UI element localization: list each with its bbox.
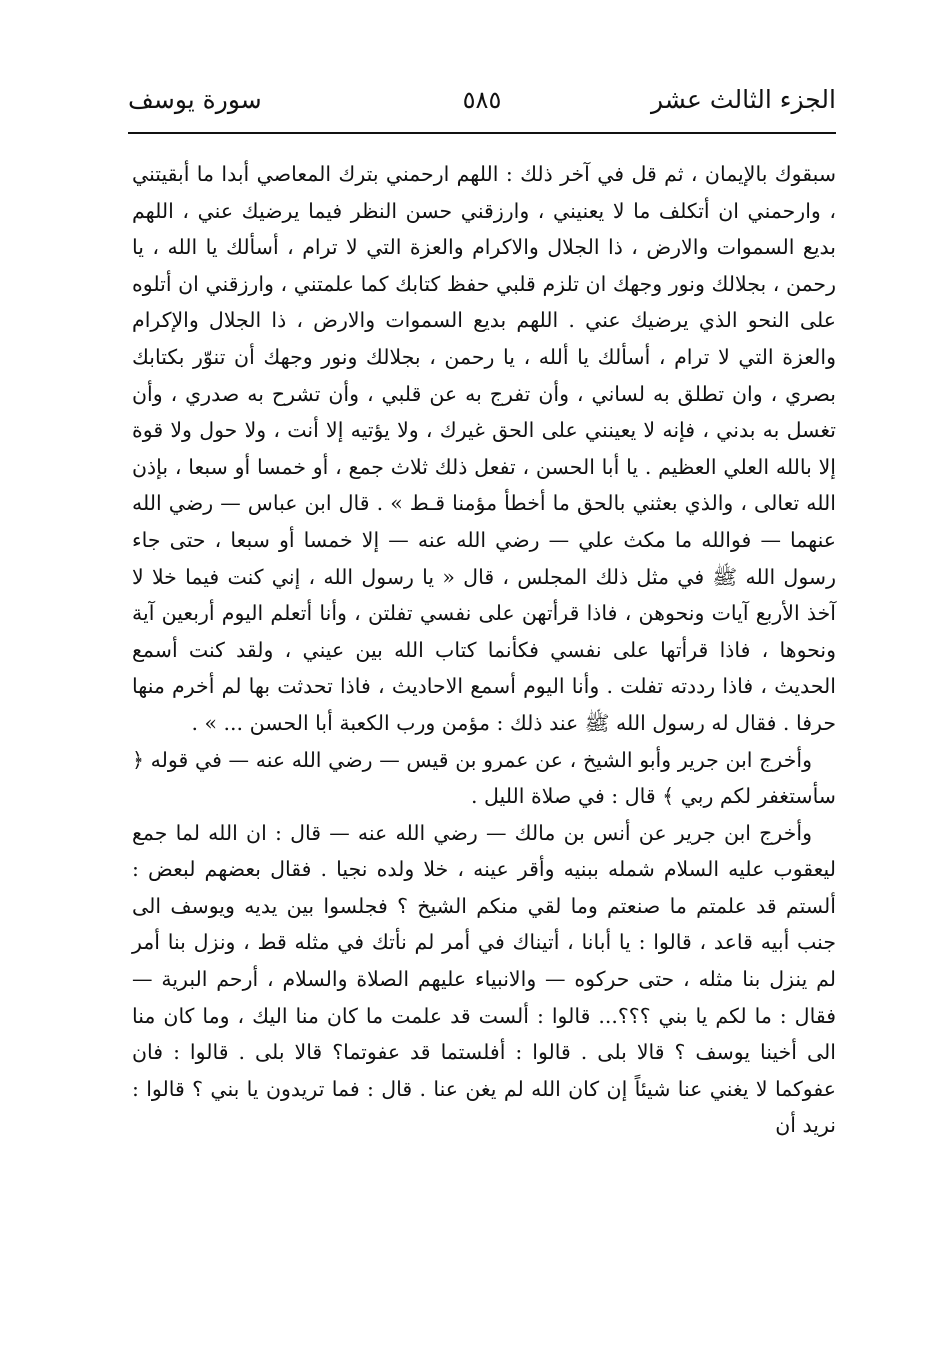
paragraph-3: وأخرج ابن جرير عن أنس بن مالك — رضي الله عنه — قال : ان الله لما جمع ليعقوب عليه السلام شمله ببنيه وأقر عينه ، خلا ولده نجيا . فقال بعضهم لبعض : ألستم قد علمتم ما صنعتم وما لقي منكم الشيخ ؟ فجلسوا بين يديه ويوسف الى جنب أبيه قاعد ، قالوا : يا أبانا ، أتيناك في أمر لم نأتك في مثله قط ، ونزل بنا أمر لم ينزل بنا مثله ، حتى حركوه — والانبياء عليهم الصلاة والسلام ، أرحم البرية — فقال : ما لكم يا بني ؟؟؟... قالوا : ألست قد علمت ما كان منا اليك ، وما كان منا الى أخينا يوسف ؟ قالا بلى . قالوا : أفلستما قد عفوتما؟ قالا بلى . قالوا : فان عفوكما لا يغني عنا شيئاً إن كان الله لم يغن عنا . قال : فما تريدون يا بني ؟ قالوا : نريد أن [132, 820, 836, 1138]
paragraph-1: سبقوك بالإيمان ، ثم قل في آخر ذلك : اللهم ارحمني بترك المعاصي أبدا ما أبقيتني ، وارحمني ان أتكلف ما لا يعنيني ، وارزقني حسن النظر فيما يرضيك عني ، اللهم بديع السموات والارض ، ذا الجلال والاكرام والعزة التي لا ترام ، أسألك يا الله ، يا رحمن ، بجلالك ونور وجهك ان تلزم قلبي حفظ كتابك كما علمتني ، وارزقني ان أتلوه على النحو الذي يرضيك عني . اللهم بديع السموات والارض ، ذا الجلال والإكرام والعزة التي لا ترام ، أسألك يا ألله ، يا رحمن ، بجلالك ونور وجهك أن تنوّر بكتابك بصري ، وان تطلق به لساني ، وأن تفرج به عن قلبي ، وأن تشرح به صدري ، وأن تغسل به بدني ، فإنه لا يعينني على الحق غيرك ، ولا يؤتيه إلا أنت ، ولا حول ولا قوة إلا بالله العلي العظيم . يا أبا الحسن ، تفعل ذلك ثلاث جمع ، أو خمسا أو سبعا ، بإذن الله تعالى ، والذي بعثني بالحق ما أخطأ مؤمنا قـط » . قال ابن عباس — رضي الله عنهما — فوالله ما مكث علي — رضي الله عنه — إلا خمسا أو سبعا ، حتى جاء رسول الله ﷺ في مثل ذلك المجلس ، قال « يا رسول الله ، إني كنت فيما خلا لا آخذ الأربع آيات ونحوهن ، فاذا قرأتهن على نفسي تفلتن ، وأنا أتعلم اليوم أربعين آية ونحوها ، فاذا قرأتها على نفسي فكأنما كتاب الله بين عيني ، ولقد كنت أسمع الحديث ، فاذا رددته تفلت . وأنا اليوم أسمع الاحاديث ، فاذا تحدثت بها لم أخرم منها حرفا . فقال له رسول الله ﷺ عند ذلك : مؤمن ورب الكعبة أبا الحسن ... » . [132, 162, 836, 735]
header-rule [128, 132, 836, 134]
page-header [128, 78, 836, 122]
paragraph-2: وأخرج ابن جرير وأبو الشيخ ، عن عمرو بن قيس — رضي الله عنه — في قوله ﴿ سأستغفر لكم ربي ﴾ قال : في صلاة الليل . [132, 747, 836, 809]
page-number: ٥٨٥ [462, 86, 502, 114]
surah-title: سورة يوسف [128, 85, 262, 114]
part-title: الجزء الثالث عشر [650, 85, 836, 114]
page-body [132, 156, 836, 1144]
